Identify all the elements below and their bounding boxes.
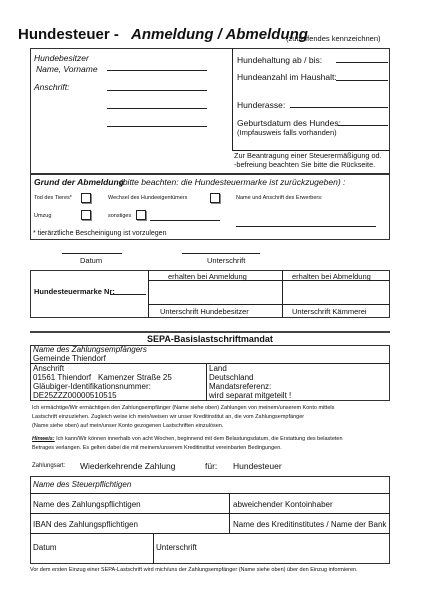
zahlungsart-label: Zahlungsart: [32,463,66,469]
steuermarke-row-2 [148,304,390,305]
name-vorname-label: Name, Vorname [36,64,98,74]
divider-vertical [232,48,233,150]
erwerber-label: Name und Anschrift des Erwerbers: [236,195,323,201]
anschrift-field-2[interactable] [107,108,207,109]
checkbox-sonstiges[interactable] [136,210,146,220]
glaeubiger-label: Gläubiger-Identifikationsnummer: [33,382,151,391]
unterschrift-label: Unterschrift [207,256,246,265]
mandat-text-1: Ich ermächtige/Wir ermächtigen den Zahlungsempfänger (Name siehe oben) Zahlungen von meinem/unserem Konto mittels [32,405,335,411]
haltung-label: Hundehaltung ab / bis: [237,55,323,65]
mandat-label: Mandatsreferenz: [209,382,272,391]
beantragung-note-2: -befreiung beachten Sie bitte die Rückseite. [234,160,376,169]
steuerpflichtiger-label: Name des Steuerpflichtigen [33,480,132,489]
anschrift-field-1[interactable] [107,90,207,91]
steuermarke-div-1 [148,270,149,318]
geburtsdatum-field[interactable] [338,125,388,126]
datum-label: Datum [80,256,103,265]
impfausweis-note: (Impfausweis falls vorhanden) [237,128,337,137]
anschrift-strasse: Kamenzer Straße 25 [98,373,172,382]
erhalten-anmeldung: erhalten bei Anmeldung [168,272,247,281]
anzahl-label: Hundeanzahl im Haushalt: [237,72,337,82]
abmeldung-heading: Grund der Abmeldung [34,177,124,187]
zahler-div-1 [229,493,230,533]
land-value: Deutschland [209,373,254,382]
erwerber-field[interactable] [236,226,376,227]
anzahl-field[interactable] [336,80,388,81]
hinweis-label: Hinweis: [32,436,55,442]
sonstiges-field[interactable] [150,220,220,221]
glaeubiger-value: DE25ZZZ00000510515 [33,391,117,400]
land-label: Land [209,364,227,373]
hinweis-line-1 [32,436,343,442]
iban-label: IBAN des Zahlungspflichtigen [33,520,138,529]
option-tod-label: Tod des Tieres* [34,195,72,201]
hinweis-text-2: Betrages verlangen. Es gelten dabei die mit meinem/unserem Kreditinstitut vereinbarten Bedingungen. [32,445,282,451]
beantragung-note-1: Zur Beantragung einer Steuerermäßigung od. [234,151,382,160]
empfaenger-value: Gemeinde Thiendorf [33,354,106,363]
option-wechsel-label: Wechsel des Hundeeigentümers [108,195,188,201]
sepa-footer: Vor dem ersten Einzug einer SEPA-Lastschrift wird mich/uns der Zahlungsempfänger (Name siehe oben) über den Einzug informieren. [30,567,358,573]
unterschrift-hundebesitzer: Unterschrift Hundebesitzer [160,307,249,316]
footnote: * tierärztliche Bescheinigung ist vorzulegen [33,230,167,237]
mandat-text-3: (Name siehe oben) auf mein/unser Konto gezogenen Lastschriften einzulösen. [32,423,224,429]
zahler-row-2 [30,513,390,514]
geburtsdatum-label: Geburtsdatum des Hundes: [237,118,341,128]
anschrift-field-3[interactable] [107,126,207,127]
mandat-text-2: Lastschrift einzuziehen. Zugleich weise ich mein/weisen wir unser Kreditinstitut an, die vom Zahlungsempfänger [32,414,305,420]
checkbox-wechsel[interactable] [210,193,220,203]
rasse-field[interactable] [290,107,388,108]
kontoinhaber-label: abweichender Kontoinhaber [233,500,333,509]
fuer-label: für: [205,461,218,471]
zahler-div-2 [153,533,154,564]
erhalten-abmeldung: erhalten bei Abmeldung [292,272,371,281]
zahlungsart-value: Wiederkehrende Zahlung [80,461,176,471]
anschrift-label: Anschrift: [34,82,70,92]
name-field[interactable] [107,70,207,71]
anschrift-label: Anschrift [33,364,65,373]
owner-label: Hundebesitzer [34,53,89,63]
empfaenger-label: Name des Zahlungsempfängers [33,345,147,354]
hinweis-text-1: Ich kann/Wir können innerhalb von acht Wochen, beginnend mit dem Belastungsdatum, die Erstattung des belasteten [54,436,343,442]
unterschrift-kaemmerei: Unterschrift Kämmerei [292,307,367,316]
zahler-row-3 [30,533,390,534]
fuer-value: Hundesteuer [233,461,282,471]
datum-line[interactable] [62,253,122,254]
steuermarke-field[interactable] [110,294,146,295]
anschrift-plz: 01561 Thiendorf [33,373,92,382]
zahler-row-1 [30,493,390,494]
option-umzug-label: Umzug [34,213,52,219]
rasse-label: Hunderasse: [237,100,286,110]
unterschrift-line[interactable] [182,253,260,254]
steuermarke-label: Hundesteuermarke Nr: [34,287,115,296]
abmeldung-heading-note: (bitte beachten: die Hundesteuermarke ist zurückzugeben) : [120,177,346,187]
title-italic: Anmeldung / Abmeldung [131,26,308,43]
zahlungspflichtiger-label: Name des Zahlungspflichtigen [33,500,141,509]
kreditinstitut-label: Name des Kreditinstitutes / Name der Bank [233,520,387,529]
header-note: (zutreffendes kennzeichnen) [286,34,381,43]
mandat-value: wird separat mitgeteilt ! [209,391,292,400]
title-bold: Hundesteuer - [18,26,119,43]
section-separator [30,331,390,333]
sepa-title: SEPA-Basislastschriftmandat [147,334,273,344]
checkbox-tod[interactable] [81,193,91,203]
steuermarke-div-2 [282,270,283,318]
haltung-field[interactable] [336,62,388,63]
sepa-unterschrift-label: Unterschrift [156,543,197,552]
checkbox-umzug[interactable] [81,210,91,220]
sepa-datum-label: Datum [33,543,57,552]
sepa-info-div [206,363,207,401]
option-sonstiges-label: sonstiges [108,213,132,219]
